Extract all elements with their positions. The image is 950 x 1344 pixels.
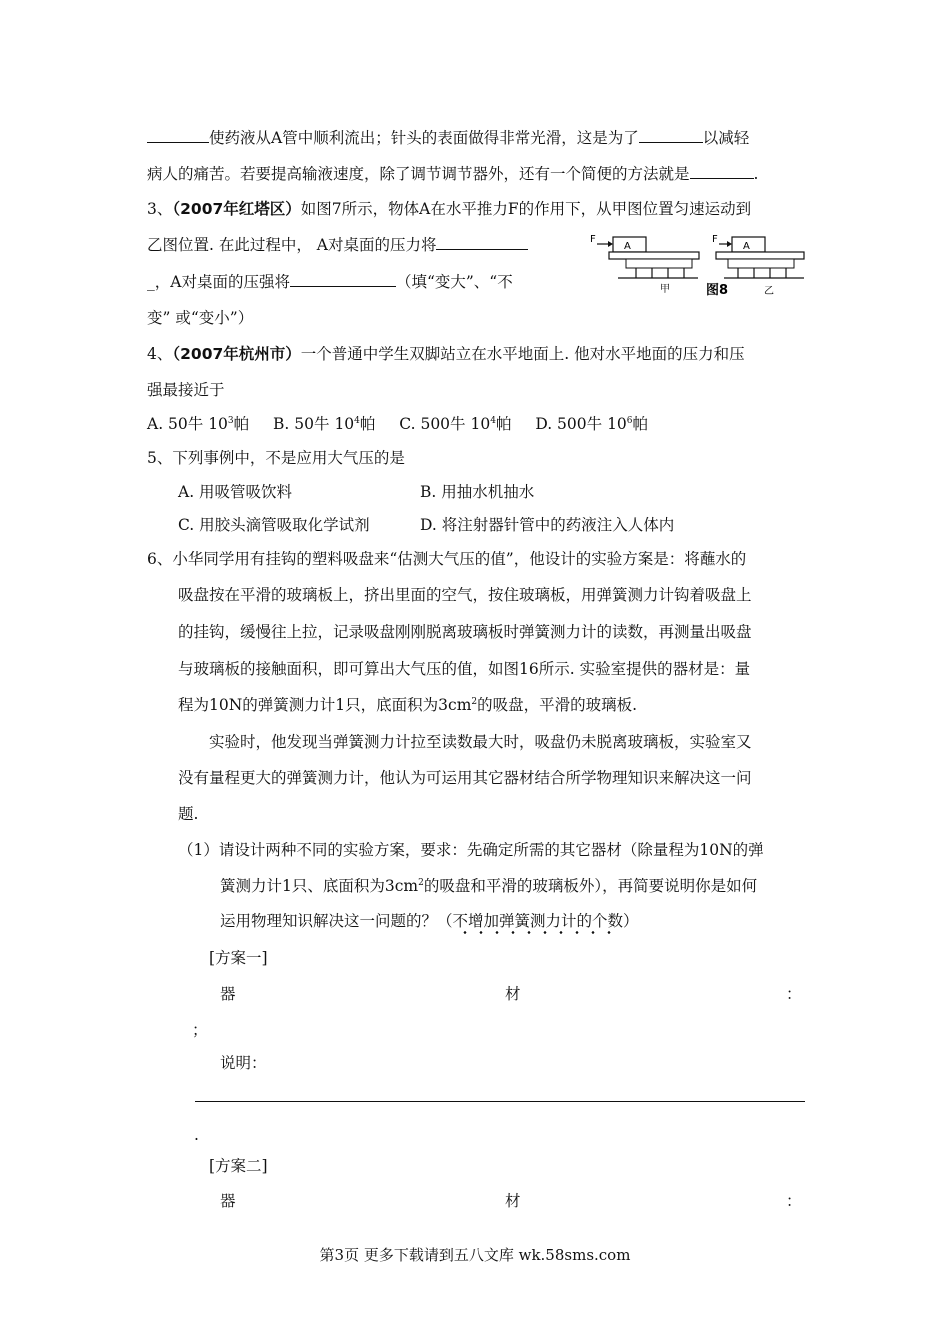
plan2-cai: 材 bbox=[505, 1192, 521, 1210]
q2-line1: 使药液从A管中顺利流出；针头的表面做得非常光滑，这是为了 以减轻 bbox=[147, 127, 749, 149]
q3-line2: 乙图位置. 在此过程中， A对桌面的压力将 bbox=[147, 234, 528, 256]
answer-blank[interactable] bbox=[290, 272, 396, 287]
q6-p2-line2: 没有量程更大的弹簧测力计，他认为可运用其它器材结合所学物理知识来解决这一问 bbox=[178, 769, 752, 787]
q6-sub1-line3: 运用物理知识解决这一问题的？（不增加弹簧测力计的个数） bbox=[220, 910, 639, 932]
q6-p2-line3: 题. bbox=[178, 805, 199, 823]
q4-options bbox=[147, 413, 648, 435]
option-a[interactable]: A. 50牛 $10^3$帕 bbox=[147, 415, 250, 433]
emphasis-text: 不增加弹簧测力计的个数 bbox=[453, 912, 624, 935]
q5-stem: 5、下列事例中，不是应用大气压的是 bbox=[147, 449, 405, 467]
q6-line5: 程为10N的弹簧测力计1只，底面积为$3cm^2$的吸盘，平滑的玻璃板. bbox=[178, 696, 638, 714]
answer-blank[interactable] bbox=[147, 128, 209, 143]
option-a[interactable]: A. 用吸管吸饮料 bbox=[178, 483, 293, 501]
plan1-semicolon: ； bbox=[192, 1021, 208, 1039]
table-base-left bbox=[626, 259, 692, 268]
q6-p2-line1: 实验时，他发现当弹簧测力计拉至读数最大时，吸盘仍未脱离玻璃板，实验室又 bbox=[209, 733, 752, 751]
option-d[interactable]: D. 将注射器针管中的药液注入人体内 bbox=[420, 516, 675, 534]
plan1-qi: 器 bbox=[220, 985, 236, 1003]
answer-blank[interactable] bbox=[436, 235, 528, 250]
q3-line1: 3、（2007年红塔区）如图7所示，物体A在水平推力F的作用下，从甲图位置匀速运动到 bbox=[147, 200, 752, 218]
plan1-shuoming: 说明： bbox=[220, 1054, 267, 1072]
q6-sub1-line1: （1）请设计两种不同的实验方案，要求：先确定所需的其它器材（除量程为10N的弹 bbox=[178, 841, 764, 859]
q6-line2: 吸盘按在平滑的玻璃板上，挤出里面的空气，按住玻璃板，用弹簧测力计钩着吸盘上 bbox=[178, 586, 752, 604]
block-label-right: A bbox=[743, 241, 750, 252]
q4-line1: 4、（2007年杭州市）一个普通中学生双脚站立在水平地面上. 他对水平地面的压力和压 bbox=[147, 345, 745, 363]
arrow-head-right bbox=[727, 241, 732, 247]
page-footer: 第3页 更多下载请到五八文库 wk.58sms.com bbox=[319, 1246, 631, 1264]
option-d[interactable]: D. 500牛 $10^6$帕 bbox=[535, 415, 649, 433]
force-label-right: F bbox=[712, 234, 718, 245]
answer-blank[interactable] bbox=[639, 128, 703, 143]
table-top-right bbox=[716, 252, 804, 259]
plan2-colon: ： bbox=[786, 1192, 802, 1210]
arrow-head-left bbox=[608, 241, 613, 247]
q6-line4: 与玻璃板的接触面积，即可算出大气压的值，如图16所示. 实验室提供的器材是：量 bbox=[178, 660, 751, 678]
q4-line2: 强最接近于 bbox=[147, 381, 225, 399]
plan1-cai: 材 bbox=[505, 985, 521, 1003]
figure-caption: 图8 bbox=[706, 283, 729, 298]
plan2-qi: 器 bbox=[220, 1192, 236, 1210]
answer-blank[interactable] bbox=[690, 164, 754, 179]
label-yi: 乙 bbox=[764, 286, 774, 297]
q3-source: （2007年红塔区） bbox=[172, 200, 301, 218]
table-top-left bbox=[609, 252, 699, 259]
plan2-title: [方案二] bbox=[209, 1157, 268, 1175]
q4-source: （2007年杭州市） bbox=[172, 345, 301, 363]
label-jia: 甲 bbox=[660, 284, 670, 295]
force-label-left: F bbox=[590, 234, 596, 245]
table-base-right bbox=[728, 259, 794, 268]
answer-line[interactable] bbox=[195, 1101, 805, 1102]
plan1-period: . bbox=[194, 1126, 199, 1144]
q3-line3: _，A对桌面的压强将 （填“变大”、“不 bbox=[147, 273, 513, 291]
q6-line1: 6、小华同学用有挂钩的塑料吸盘来“估测大气压的值”，他设计的实验方案是：将蘸水的 bbox=[147, 550, 747, 568]
plan1-colon: ： bbox=[786, 985, 802, 1003]
block-label-left: A bbox=[624, 241, 631, 252]
q3-line4: 变” 或“变小”） bbox=[147, 309, 254, 327]
q6-sub1-line2: 簧测力计1只、底面积为$3cm^2$的吸盘和平滑的玻璃板外），再简要说明你是如何 bbox=[220, 877, 758, 895]
q2-line2: 病人的痛苦。若要提高输液速度，除了调节调节器外，还有一个简便的方法就是 . bbox=[147, 165, 759, 183]
option-c[interactable]: C. 用胶头滴管吸取化学试剂 bbox=[178, 516, 370, 534]
option-b[interactable]: B. 用抽水机抽水 bbox=[420, 483, 535, 501]
figure-8-diagram bbox=[588, 228, 806, 300]
option-c[interactable]: C. 500牛 $10^4$帕 bbox=[399, 415, 512, 433]
option-b[interactable]: B. 50牛 $10^4$帕 bbox=[273, 415, 376, 433]
q6-line3: 的挂钩，缓慢往上拉，记录吸盘刚刚脱离玻璃板时弹簧测力计的读数，再测量出吸盘 bbox=[178, 623, 752, 641]
plan1-title: [方案一] bbox=[209, 949, 268, 967]
